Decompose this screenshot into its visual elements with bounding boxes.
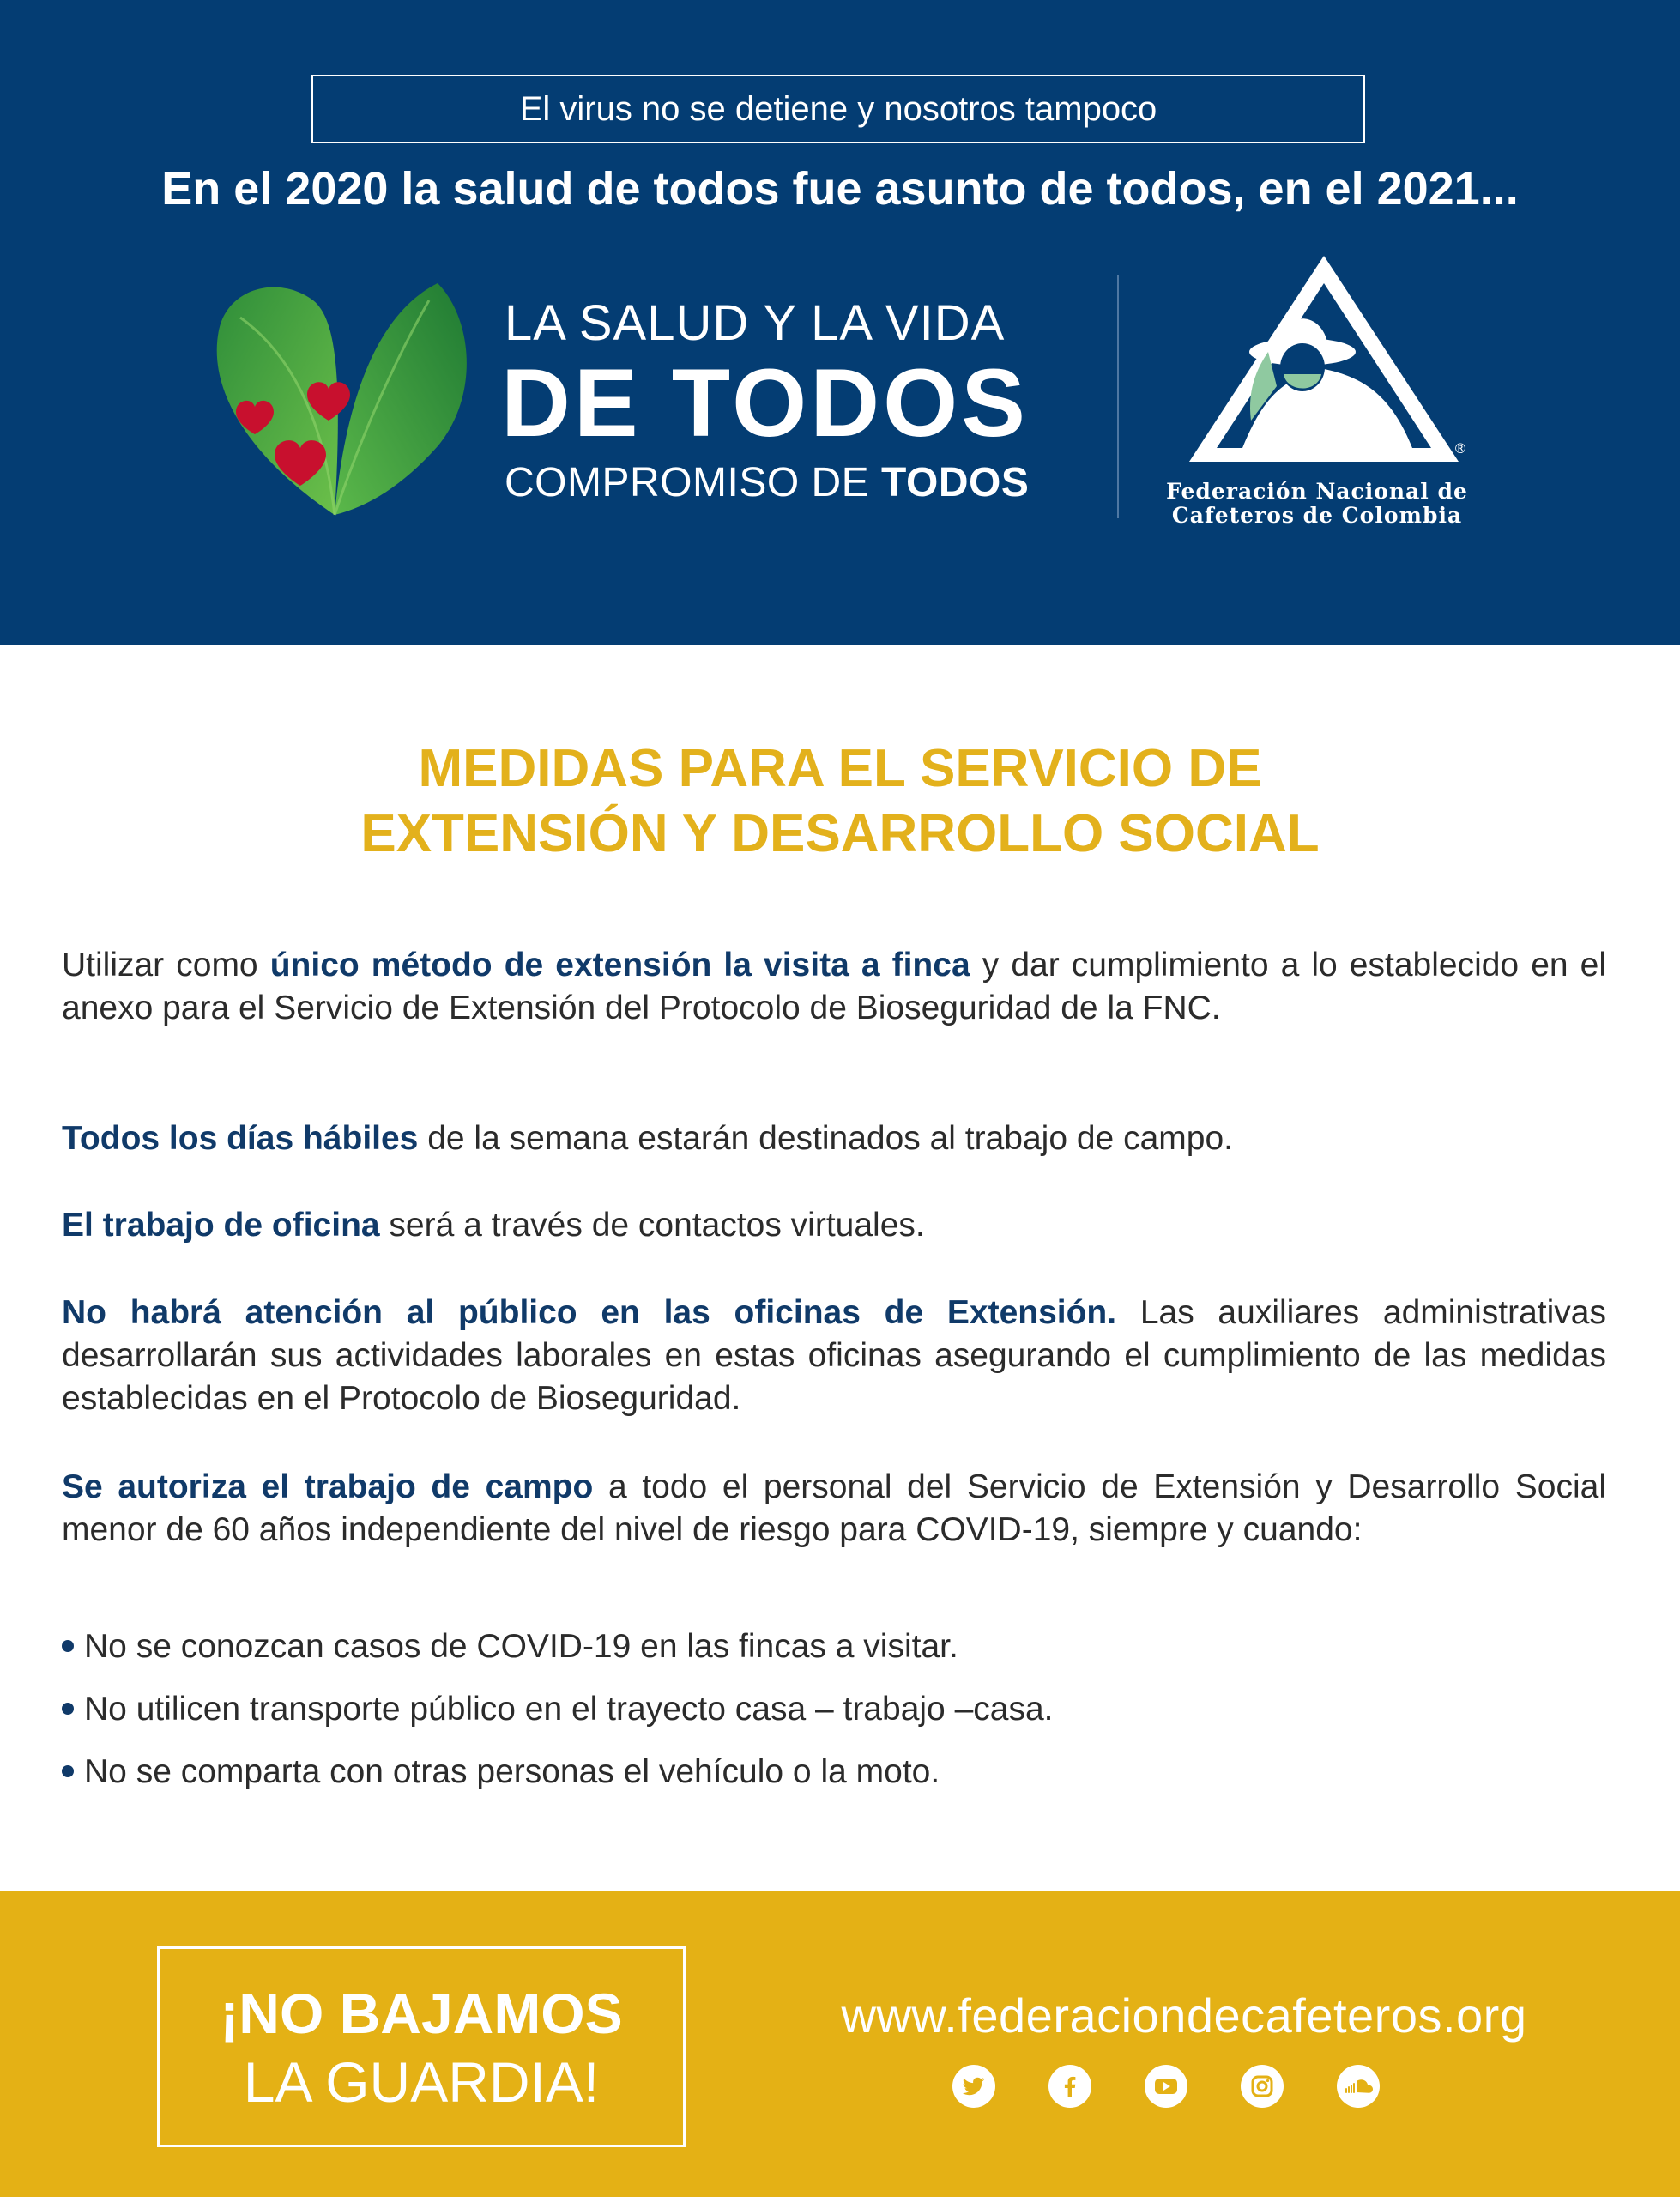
slogan-line-2: DE TODOS	[501, 349, 1029, 457]
list-item	[62, 1751, 1606, 1794]
paragraph-working-days	[62, 1117, 1606, 1160]
website-link[interactable]: www.federaciondecafeteros.org	[841, 1988, 1527, 2043]
paragraph-office-work	[62, 1204, 1606, 1247]
juan-valdez-logo-icon	[1182, 249, 1465, 474]
registered-mark: ®	[1453, 440, 1467, 457]
measures-title	[0, 736, 1680, 867]
headline-bold: en el 2021...	[1258, 163, 1519, 215]
slogan-line-1: LA SALUD Y LA VIDA	[505, 295, 1006, 351]
headline-regular: En el 2020 la salud de todos fue asunto de todos,	[161, 163, 1246, 215]
youtube-icon[interactable]	[1145, 2065, 1187, 2108]
org-name-line-2: Cafeteros de Colombia	[1171, 503, 1463, 528]
list-item	[62, 1625, 1606, 1668]
bullet-icon	[62, 1640, 74, 1652]
bullet-icon	[62, 1765, 74, 1777]
p5-post: a todo el personal del Servicio de Extensión y Desarrollo Social menor de 60 años independiente del nivel de riesgo para COVID-19, siempre y cuando:	[62, 1468, 1607, 1548]
p4-post: Las auxiliares administrativas desarrollarán sus actividades laborales en estas oficinas asegurando el cumplimiento de las medidas establecidas en el Protocolo de Bioseguridad.	[62, 1294, 1606, 1417]
slogan-line-3-regular: COMPROMISO DE	[505, 460, 870, 505]
facebook-icon[interactable]	[1048, 2065, 1091, 2108]
p3-post: será a través de contactos virtuales.	[389, 1207, 925, 1244]
header-divider	[1117, 275, 1119, 518]
p2-post: de la semana estarán destinados al trabajo de campo.	[427, 1120, 1233, 1157]
instagram-icon[interactable]	[1241, 2065, 1284, 2108]
p1-pre: Utilizar como	[62, 947, 258, 984]
p3-emphasis: El trabajo de oficina	[62, 1207, 380, 1244]
paragraph-field-work	[62, 1466, 1606, 1552]
paragraph-visit-method	[62, 944, 1606, 1030]
p2-emphasis: Todos los días hábiles	[62, 1120, 419, 1157]
p5-emphasis: Se autoriza el trabajo de campo	[62, 1468, 594, 1505]
org-name-line-1: Federación Nacional de	[1166, 479, 1468, 504]
leaf-heart-logo-icon	[206, 266, 480, 524]
slogan-line-3-bold: TODOS	[881, 460, 1030, 505]
guard-line-2: LA GUARDIA!	[243, 2050, 600, 2114]
headline	[0, 154, 1680, 223]
bullet-icon	[62, 1703, 74, 1715]
list-item-text: No se comparta con otras personas el vehículo o la moto.	[84, 1753, 940, 1790]
measures-title-line-2: EXTENSIÓN Y DESARROLLO SOCIAL	[360, 804, 1320, 863]
p1-post: y dar cumplimiento a lo establecido en el anexo para el Servicio de Extensión del Protocolo de Bioseguridad de la FNC.	[62, 947, 1607, 1026]
twitter-icon[interactable]	[952, 2065, 995, 2108]
guard-line-1: ¡NO BAJAMOS	[220, 1982, 623, 2045]
p1-emphasis: único método de extensión la visita a finca	[269, 947, 970, 984]
list-item-text: No se conozcan casos de COVID-19 en las fincas a visitar.	[84, 1628, 958, 1665]
soundcloud-icon[interactable]	[1337, 2065, 1380, 2108]
list-item-text: No utilicen transporte público en el trayecto casa – trabajo –casa.	[84, 1691, 1054, 1728]
tagline-box: El virus no se detiene y nosotros tampoco	[311, 75, 1365, 143]
slogan-line-3	[505, 457, 1105, 510]
measures-title-line-1: MEDIDAS PARA EL SERVICIO DE	[418, 739, 1262, 798]
list-item	[62, 1688, 1606, 1731]
paragraph-no-public-attention	[62, 1292, 1606, 1420]
p4-emphasis: No habrá atención al público en las oficinas de Extensión.	[62, 1294, 1117, 1331]
